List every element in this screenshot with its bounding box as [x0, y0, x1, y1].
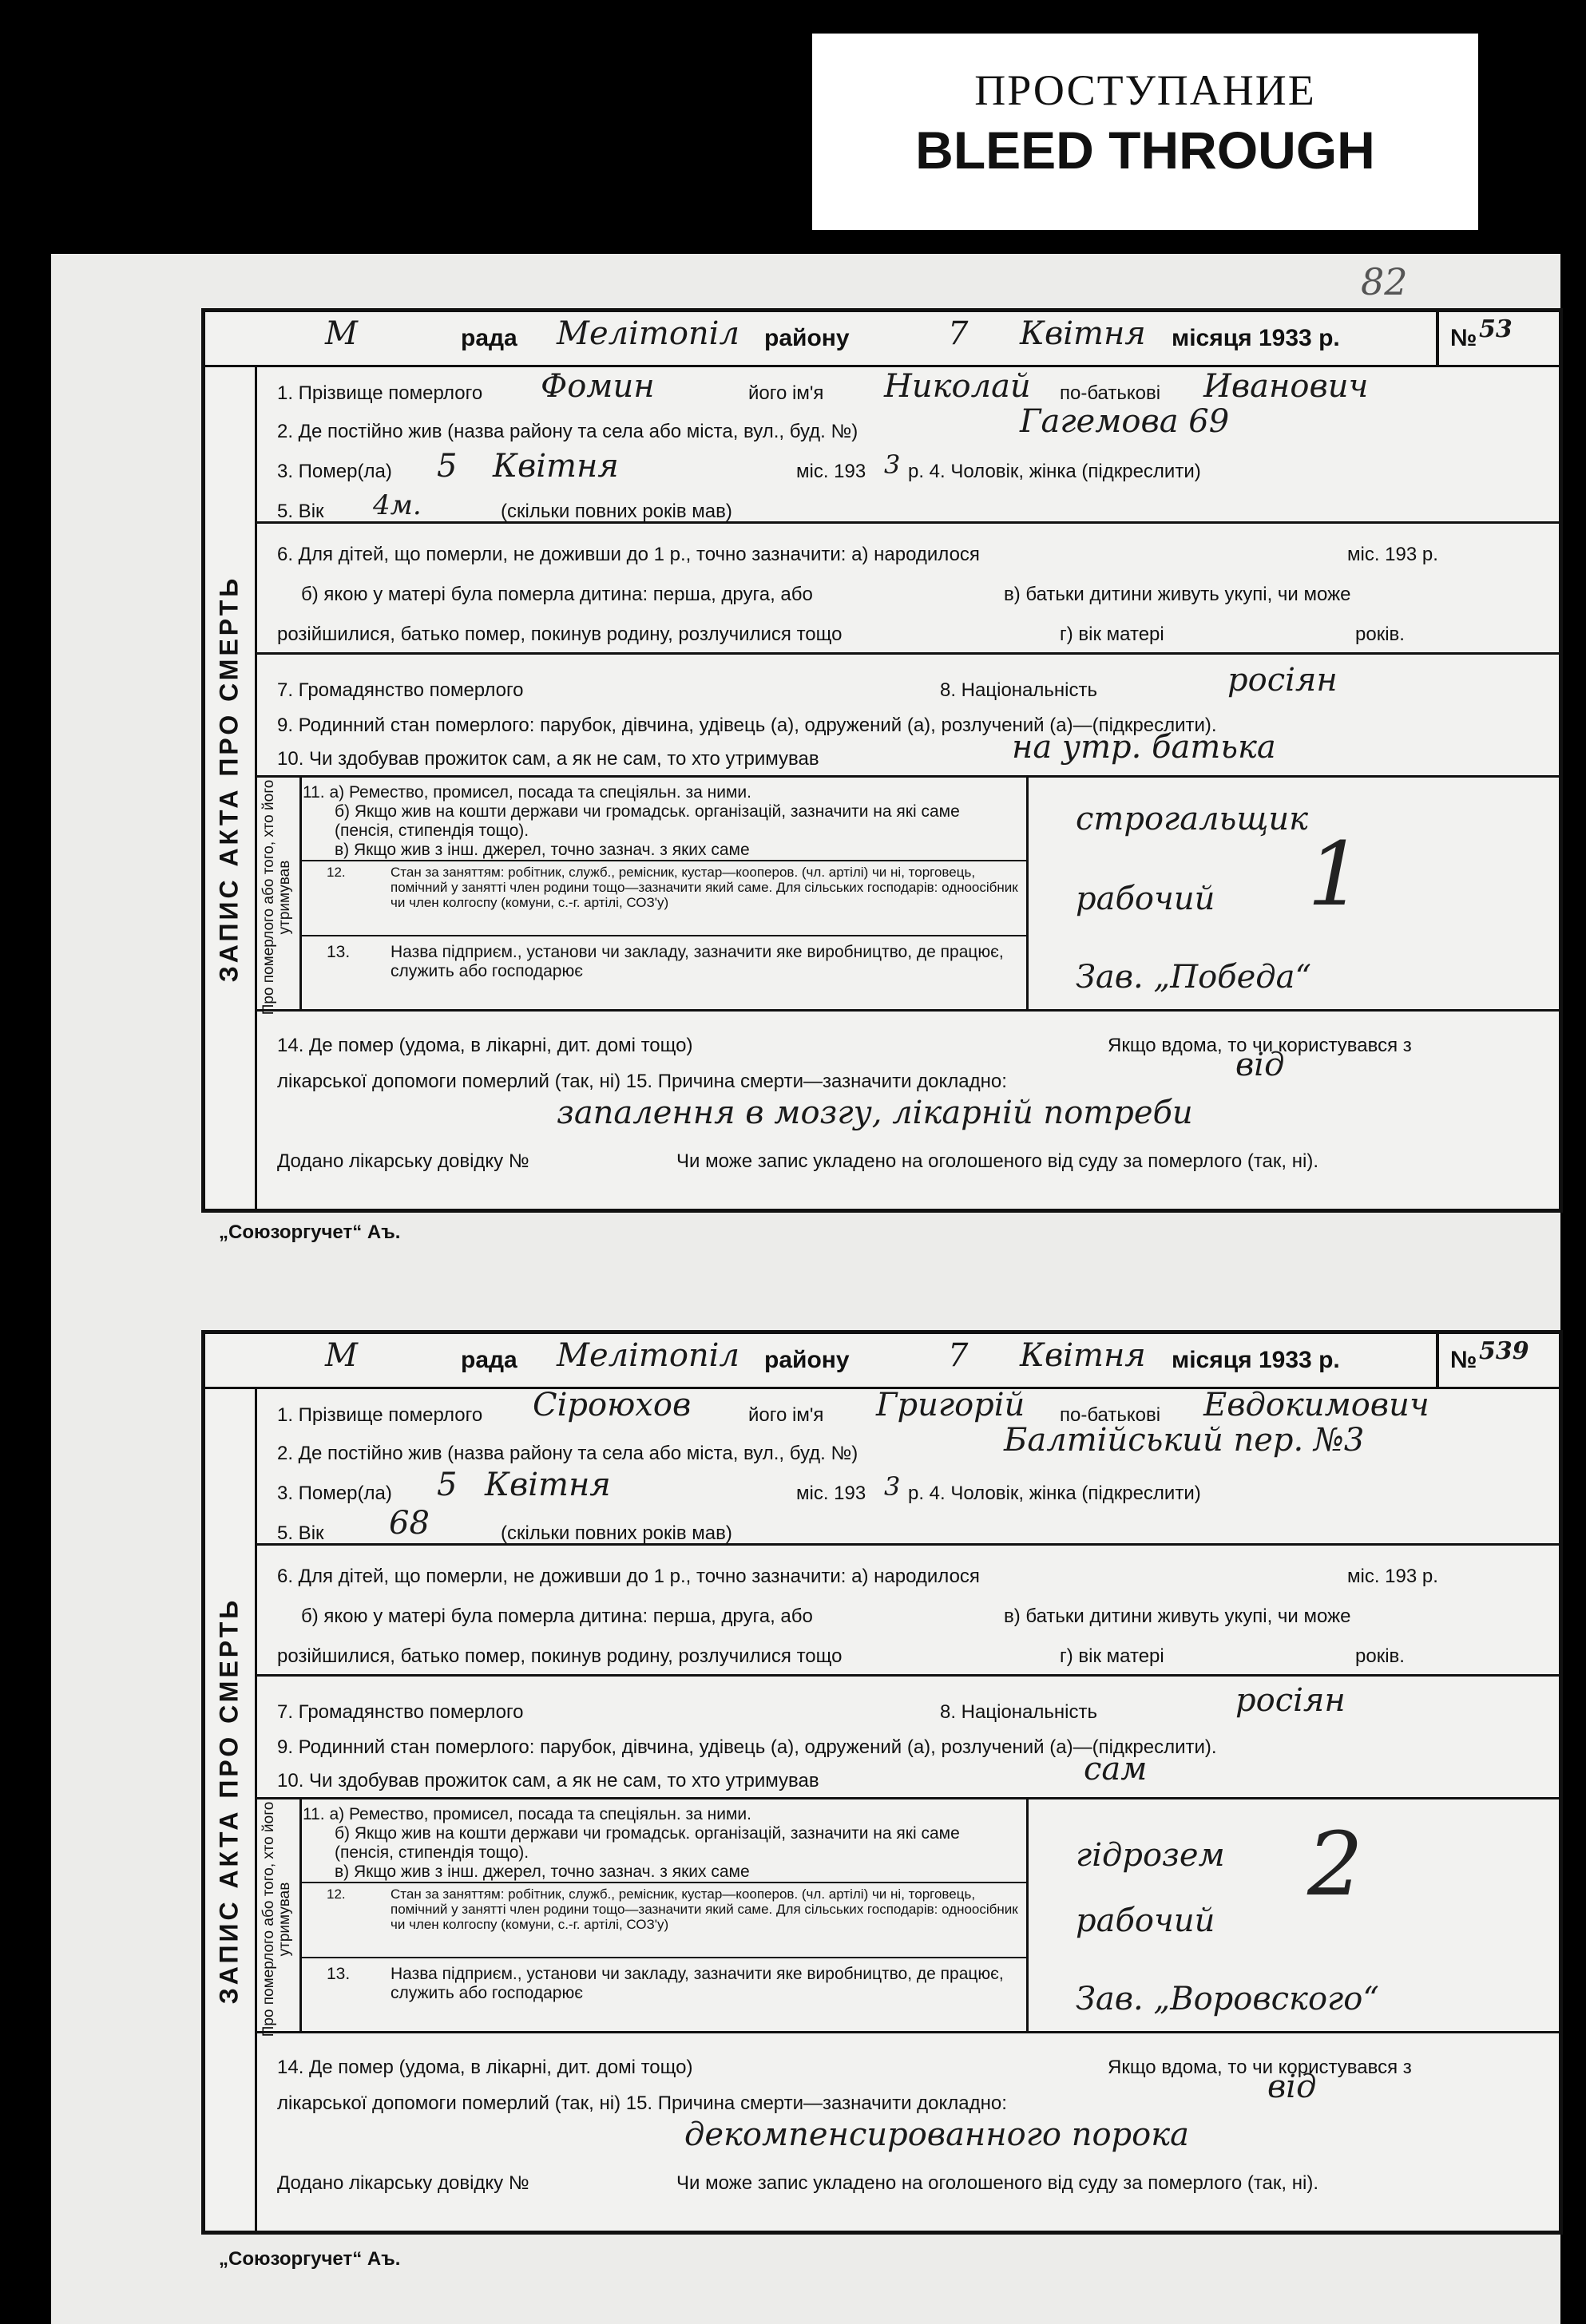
certificate-label: Додано лікарську довідку № — [277, 2172, 529, 2194]
surname-label: 1. Прізвище померлого — [277, 1404, 483, 1426]
patronymic-label: по-батькові — [1060, 382, 1161, 404]
day-handwritten: 7 — [948, 1337, 969, 1374]
rada-label: рада — [461, 1347, 517, 1373]
child-birth-month: міс. 193 р. — [1347, 544, 1438, 565]
form2-footer: „Союзоргучет“ Аъ. — [219, 2248, 401, 2270]
status-number: 12. — [327, 865, 346, 880]
died-label: 3. Помер(ла) — [277, 1483, 392, 1504]
pencil-page-mark: 82 — [1361, 260, 1408, 303]
address-label: 2. Де постійно жив (назва району та села або міста, вул., буд. №) — [277, 1443, 858, 1464]
raion-handwritten: Мелітопіл — [557, 315, 739, 352]
status-label: Стан за заняттям: робітник, служб., ремісник, кустар—кооперов. (чл. артілі) чи ні, торговець, помічний у занятті член родини тощо—зазначити який саме. Для сільських господарів: одноосібник чи член колгоспу (комуни, с.-г. артілі, СОЗ'у) — [391, 865, 1018, 910]
occupation-label-a: 11. а) Ремество, промисел, посада та спеціяльн. за ними. — [303, 783, 751, 802]
workplace-value: Зав. „Воровского“ — [1076, 1981, 1379, 2017]
sub-side-title: Про померлого або того, хто його утримував — [260, 779, 293, 1016]
separated-label: розійшилися, батько помер, покинув родину, розлучилися тощо — [277, 624, 843, 645]
status-number: 12. — [327, 1887, 346, 1902]
rada-label: рада — [461, 325, 517, 351]
occupation-label-b: б) Якщо жив на кошти держави чи громадськ. організацій, зазначити на які саме (пенсія, стипендія тощо). — [335, 802, 960, 840]
died-day: 5 — [437, 448, 458, 485]
workplace-number: 13. — [327, 1965, 351, 1983]
raion-handwritten: Мелітопіл — [557, 1337, 739, 1374]
support-label: 10. Чи здобував прожиток сам, а як не сам, то хто утримував — [277, 748, 819, 770]
card-title-en: BLEED THROUGH — [915, 121, 1375, 180]
month-year-label-2: міс. 193 — [796, 461, 866, 482]
child-order-label: б) якою у матері була померла дитина: перша, друга, або — [301, 584, 813, 605]
death-record-form-2 — [201, 1330, 1563, 2235]
cause-line2: декомпенсированного порока — [684, 2116, 1189, 2153]
name-label: його ім'я — [748, 1404, 824, 1426]
side-title: ЗАПИС АКТА ПРО СМЕРТЬ — [214, 1597, 244, 2005]
council-handwritten: М — [325, 315, 358, 352]
cause-line1: від — [1267, 2069, 1317, 2105]
name-label: його ім'я — [748, 382, 824, 404]
number-label: № — [1450, 1347, 1477, 1373]
workplace-value: Зав. „Победа“ — [1076, 959, 1311, 996]
card-title-ru: ПРОСТУПАНИЕ — [974, 66, 1316, 114]
status-value: рабочий — [1076, 881, 1215, 917]
day-handwritten: 7 — [948, 315, 969, 352]
certificate-label: Додано лікарську довідку № — [277, 1150, 529, 1172]
side-band — [205, 1387, 257, 2235]
child-order-label: б) якою у матері була померла дитина: перша, друга, або — [301, 1605, 813, 1627]
cause-label: лікарської допомоги померлий (так, ні) 15. Причина смерти—зазначити докладно: — [277, 1071, 1007, 1092]
death-place-label: 14. Де помер (удома, в лікарні, дит. домі тощо) — [277, 1035, 693, 1056]
nationality-label: 8. Національність — [940, 1701, 1097, 1723]
document-page — [51, 254, 1560, 2324]
occupation-label-c: в) Якщо жив з інш. джерел, точно зазнач. з яких саме — [335, 841, 750, 859]
age-value: 68 — [389, 1505, 430, 1542]
record-number-box — [1436, 1334, 1559, 1387]
tally-mark: 1 — [1307, 823, 1363, 925]
died-month: Квітня — [485, 1467, 611, 1503]
month-handwritten: Квітня — [1020, 1337, 1146, 1374]
separated-label: розійшилися, батько помер, покинув родину, розлучилися тощо — [277, 1645, 843, 1667]
age-label: 5. Вік — [277, 1522, 324, 1544]
mother-age-label: г) вік матері — [1060, 624, 1164, 645]
month-year-label: місяця 1933 р. — [1172, 1347, 1340, 1373]
patronymic-value: Иванович — [1203, 368, 1369, 405]
years-label: років. — [1355, 624, 1405, 645]
years-label: років. — [1355, 1645, 1405, 1667]
workplace-number: 13. — [327, 943, 351, 961]
address-value: Гагемова 69 — [1020, 403, 1230, 440]
address-value: Балтійський пер. №3 — [1004, 1422, 1365, 1459]
workplace-label: Назва підприєм., установи чи закладу, зазначити яке виробництво, де працює, служить або господарює — [391, 943, 1004, 980]
raion-label: району — [764, 325, 850, 351]
died-label: 3. Помер(ла) — [277, 461, 392, 482]
council-handwritten: М — [325, 1337, 358, 1374]
patronymic-value: Евдокимович — [1203, 1387, 1429, 1423]
age-label: 5. Вік — [277, 501, 324, 522]
home-help-label: Якщо вдома, то чи користувався з — [1108, 2057, 1412, 2078]
child-birth-label: 6. Для дітей, що померли, не доживши до 1 р., точно зазначити: а) народилося — [277, 1566, 980, 1587]
died-month: Квітня — [493, 448, 619, 485]
citizenship-label: 7. Громадянство померлого — [277, 679, 524, 701]
citizenship-label: 7. Громадянство померлого — [277, 1701, 524, 1723]
patronymic-label: по-батькові — [1060, 1404, 1161, 1426]
child-birth-month: міс. 193 р. — [1347, 1566, 1438, 1587]
form-header — [205, 312, 1559, 367]
occupation-value: гідрозем — [1076, 1837, 1225, 1874]
death-place-label: 14. Де помер (удома, в лікарні, дит. домі тощо) — [277, 2057, 693, 2078]
marital-label: 9. Родинний стан померлого: парубок, дівчина, удівець (а), одружений (а), розлучений (а)—(підкреслити). — [277, 715, 1217, 736]
occupation-label-c: в) Якщо жив з інш. джерел, точно зазнач. з яких саме — [335, 1863, 750, 1881]
cause-line2: запалення в мозгу, лікарній потреби — [557, 1095, 1193, 1131]
court-label: Чи може запис укладено на оголошеного від суду за померлого (так, ні). — [676, 2172, 1318, 2194]
support-label: 10. Чи здобував прожиток сам, а як не сам, то хто утримував — [277, 1770, 819, 1791]
address-label: 2. Де постійно жив (назва району та села або міста, вул., буд. №) — [277, 421, 858, 442]
cause-line1: від — [1235, 1047, 1285, 1083]
month-year-label: місяця 1933 р. — [1172, 325, 1340, 351]
year-digit: 3 — [884, 449, 901, 480]
name-value: Григорій — [876, 1387, 1025, 1423]
surname-value: Сіроюхов — [533, 1387, 692, 1423]
month-year-label-2: міс. 193 — [796, 1483, 866, 1504]
status-value: рабочий — [1076, 1902, 1215, 1939]
nationality-value: росіян — [1227, 662, 1338, 699]
marital-label: 9. Родинний стан померлого: парубок, дівчина, удівець (а), одружений (а), розлучений (а)—(підкреслити). — [277, 1736, 1217, 1758]
cause-label: лікарської допомоги померлий (так, ні) 15. Причина смерти—зазначити докладно: — [277, 2092, 1007, 2114]
side-band — [205, 365, 257, 1213]
sex-label: р. 4. Чоловік, жінка (підкреслити) — [908, 1483, 1201, 1504]
bleed-through-card — [812, 34, 1478, 230]
record-number: 53 — [1479, 315, 1513, 343]
nationality-value: росіян — [1235, 1682, 1346, 1719]
occupation-label-b: б) Якщо жив на кошти держави чи громадськ. організацій, зазначити на які саме (пенсія, стипендія тощо). — [335, 1824, 960, 1862]
age-hint: (скільки повних років мав) — [501, 1522, 732, 1544]
court-label: Чи може запис укладено на оголошеного від суду за померлого (так, ні). — [676, 1150, 1318, 1172]
raion-label: району — [764, 1347, 850, 1373]
sub-side-title: Про померлого або того, хто його утримував — [260, 1801, 293, 2037]
sex-label: р. 4. Чоловік, жінка (підкреслити) — [908, 461, 1201, 482]
parents-label: в) батьки дитини живуть укупі, чи може — [1004, 584, 1351, 605]
mother-age-label: г) вік матері — [1060, 1645, 1164, 1667]
support-value: сам — [1084, 1751, 1148, 1788]
number-label: № — [1450, 325, 1477, 351]
month-handwritten: Квітня — [1020, 315, 1146, 352]
child-birth-label: 6. Для дітей, що померли, не доживши до 1 р., точно зазначити: а) народилося — [277, 544, 980, 565]
form1-footer: „Союзоргучет“ Аъ. — [219, 1221, 401, 1243]
support-value: на утр. батька — [1012, 729, 1276, 766]
side-title: ЗАПИС АКТА ПРО СМЕРТЬ — [214, 575, 244, 983]
nationality-label: 8. Національність — [940, 679, 1097, 701]
parents-label: в) батьки дитини живуть укупі, чи може — [1004, 1605, 1351, 1627]
death-record-form-1 — [201, 308, 1563, 1213]
tally-mark: 2 — [1307, 1813, 1363, 1915]
surname-value: Фомин — [541, 368, 655, 405]
record-number-box — [1436, 312, 1559, 365]
record-number: 539 — [1479, 1337, 1529, 1365]
occupation-value: строгальщик — [1076, 801, 1309, 837]
surname-label: 1. Прізвище померлого — [277, 382, 483, 404]
name-value: Николай — [884, 368, 1031, 405]
occupation-label-a: 11. а) Ремество, промисел, посада та спеціяльн. за ними. — [303, 1805, 751, 1823]
workplace-label: Назва підприєм., установи чи закладу, зазначити яке виробництво, де працює, служить або господарює — [391, 1965, 1004, 2002]
age-value: 4м. — [373, 489, 422, 521]
age-hint: (скільки повних років мав) — [501, 501, 732, 522]
status-label: Стан за заняттям: робітник, служб., ремісник, кустар—кооперов. (чл. артілі) чи ні, торговець, помічний у занятті член родини тощо—зазначити який саме. Для сільських господарів: одноосібник чи член колгоспу (комуни, с.-г. артілі, СОЗ'у) — [391, 1887, 1018, 1932]
home-help-label: Якщо вдома, то чи користувався з — [1108, 1035, 1412, 1056]
year-digit: 3 — [884, 1471, 901, 1502]
died-day: 5 — [437, 1467, 458, 1503]
form-header — [205, 1334, 1559, 1389]
